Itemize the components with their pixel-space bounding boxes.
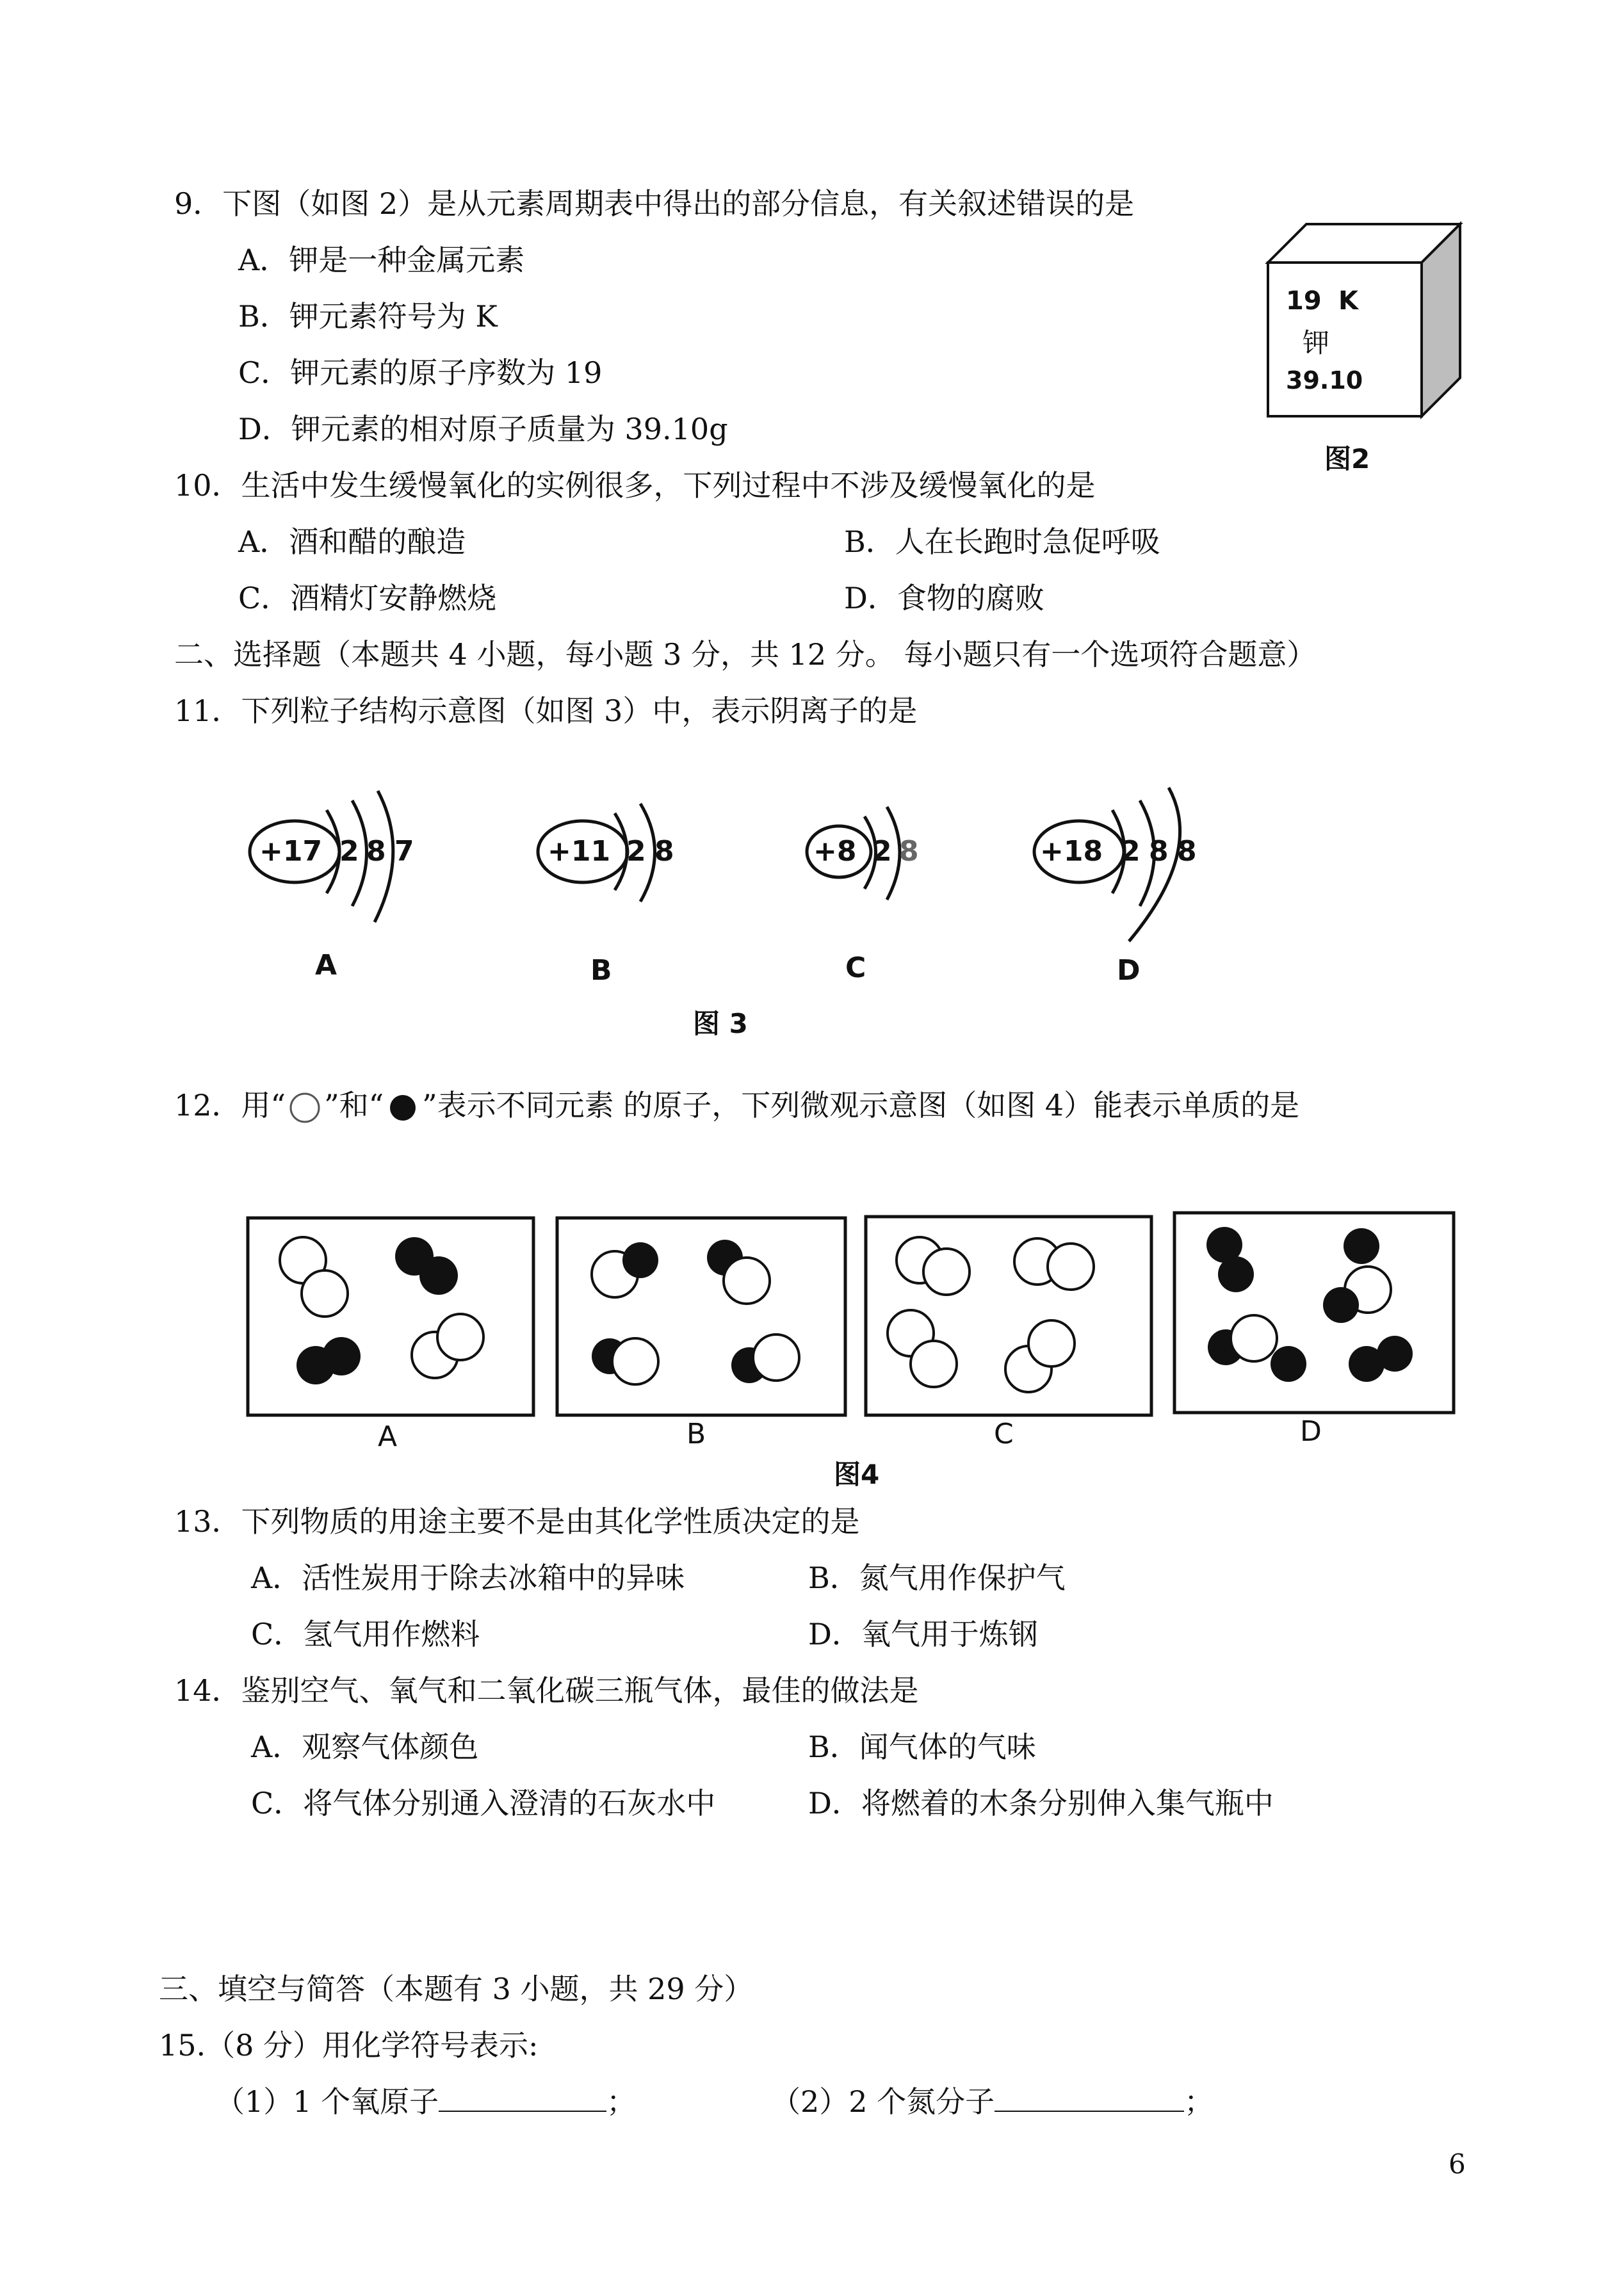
particle-c-shell-1: 2	[872, 835, 892, 868]
q15-part-1-answer-blank[interactable]	[439, 2085, 606, 2112]
particle-a-nucleus: +17	[259, 835, 323, 868]
q9-option-c: C．钾元素的原子序数为 19	[238, 355, 603, 390]
q12-stem-part-2: ”和“	[324, 1088, 384, 1123]
q9-stem: 9．下图（如图 2）是从元素周期表中得出的部分信息，有关叙述错误的是	[174, 186, 1135, 221]
q13-option-b: B．氮气用作保护气	[808, 1561, 1066, 1595]
element-atomic-mass: 39.10	[1286, 366, 1363, 394]
q10-option-b: B．人在长跑时急促呼吸	[844, 524, 1160, 559]
q12-stem-part-1: 12．用“	[174, 1088, 286, 1123]
particle-b-shell-2: 8	[654, 835, 674, 868]
molecule-box-d	[1173, 1212, 1455, 1414]
page-number: 6	[1449, 2148, 1466, 2180]
q11-stem: 11．下列粒子结构示意图（如图 3）中，表示阴离子的是	[174, 693, 918, 728]
element-name: 钾	[1303, 327, 1330, 359]
q15-stem: 15.（8 分）用化学符号表示:	[159, 2028, 539, 2063]
particle-b-nucleus: +11	[548, 835, 611, 868]
section-3-heading: 三、填空与简答（本题有 3 小题，共 29 分）	[159, 1972, 754, 2006]
particle-a-shell-1: 2	[339, 835, 359, 868]
q13-option-d: D．氧气用于炼钢	[808, 1617, 1038, 1651]
molecule-box-c	[865, 1215, 1153, 1416]
q13-stem: 13．下列物质的用途主要不是由其化学性质决定的是	[174, 1504, 860, 1539]
molecule-d-letter: D	[1300, 1415, 1322, 1448]
particle-d-nucleus: +18	[1040, 835, 1103, 868]
element-atomic-number: 19	[1286, 286, 1322, 316]
q10-stem: 10．生活中发生缓慢氧化的实例很多，下列过程中不涉及缓慢氧化的是	[174, 468, 1096, 503]
molecule-box-a	[247, 1217, 535, 1416]
q15-part-2	[771, 2084, 1214, 2120]
q13-option-a: A．活性炭用于除去冰箱中的异味	[251, 1561, 685, 1595]
q10-option-a: A．酒和醋的酿造	[238, 524, 466, 559]
particle-c-shell-2: 8	[899, 835, 919, 868]
particle-c-nucleus: +8	[813, 835, 857, 868]
molecule-a-letter: A	[378, 1420, 398, 1453]
particle-d-shell-1: 2	[1121, 835, 1141, 868]
q10-option-c: C．酒精灯安静燃烧	[238, 581, 497, 615]
element-cube-figure	[1268, 224, 1473, 429]
molecule-c-letter: C	[994, 1418, 1014, 1450]
q15-part-1-semicolon: ；	[606, 2084, 637, 2119]
q14-option-a: A．观察气体颜色	[251, 1730, 479, 1764]
particle-b-letter: B	[590, 954, 612, 987]
figure-2-caption: 图2	[1324, 443, 1370, 474]
q9-option-a: A．钾是一种金属元素	[238, 243, 525, 277]
q14-stem: 14．鉴别空气、氧气和二氧化碳三瓶气体，最佳的做法是	[174, 1673, 919, 1708]
particle-c-letter: C	[845, 952, 866, 984]
particle-d-shell-2: 8	[1149, 835, 1169, 868]
q14-option-c: C．将气体分别通入澄清的石灰水中	[251, 1786, 716, 1821]
q12-stem	[174, 1087, 1299, 1126]
white-atom-icon	[286, 1090, 324, 1126]
q15-part-2-answer-blank[interactable]	[995, 2085, 1184, 2112]
q15-part-2-label: （2）2 个氮分子	[771, 2084, 995, 2119]
figure-3-caption: 图 3	[693, 1008, 748, 1039]
particle-a-shell-3: 7	[394, 835, 414, 868]
q15-part-1	[215, 2084, 636, 2120]
particle-a-letter: A	[315, 949, 337, 982]
element-symbol: K	[1338, 286, 1358, 316]
q10-option-d: D．食物的腐败	[844, 581, 1044, 615]
particle-b-shell-1: 2	[626, 835, 646, 868]
q15-part-2-semicolon: ；	[1184, 2084, 1214, 2119]
particle-d-letter: D	[1117, 954, 1141, 987]
figure-4-caption: 图4	[834, 1459, 880, 1490]
molecule-b-letter: B	[686, 1418, 706, 1450]
particle-a-shell-2: 8	[366, 835, 386, 868]
q9-option-b: B．钾元素符号为 K	[238, 299, 498, 334]
q9-option-d: D．钾元素的相对原子质量为 39.10g	[238, 412, 728, 446]
particle-d-shell-3: 8	[1177, 835, 1197, 868]
black-atom-icon	[384, 1090, 422, 1126]
q14-option-b: B．闻气体的气味	[808, 1730, 1036, 1764]
section-2-heading: 二、选择题（本题共 4 小题，每小题 3 分，共 12 分。 每小题只有一个选项符合题意）	[174, 637, 1317, 672]
molecule-box-b	[556, 1217, 847, 1416]
q14-option-d: D．将燃着的木条分别伸入集气瓶中	[808, 1786, 1274, 1821]
q13-option-c: C．氢气用作燃料	[251, 1617, 480, 1651]
q15-part-1-label: （1）1 个氧原子	[215, 2084, 439, 2119]
q12-stem-part-3: ”表示不同元素 的原子，下列微观示意图（如图 4）能表示单质的是	[422, 1088, 1300, 1123]
